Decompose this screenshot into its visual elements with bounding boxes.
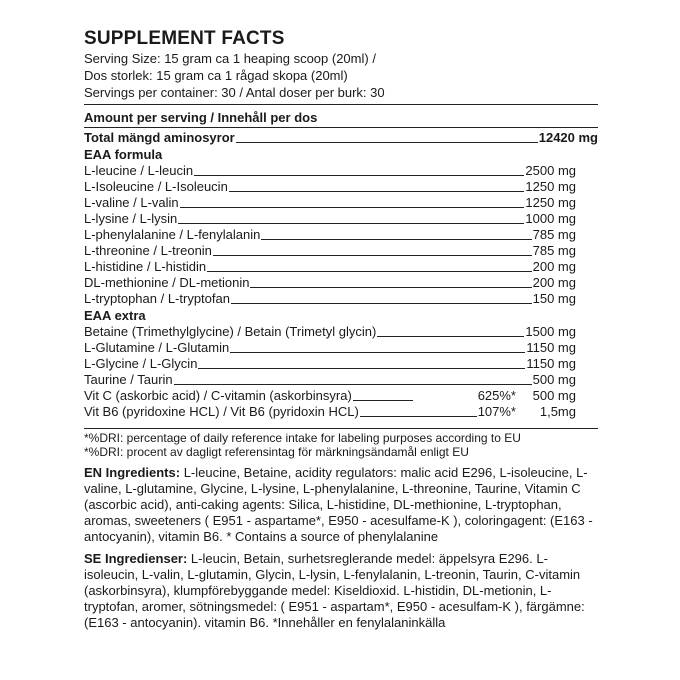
ingredient-value: 1150 mg — [526, 340, 576, 356]
ingredient-label: Vit B6 (pyridoxine HCL) / Vit B6 (pyridoxin HCL) — [84, 404, 359, 420]
list-item — [84, 259, 576, 275]
servings-per-container-line: Servings per container: 30 / Antal doser per burk: 30 — [84, 85, 385, 100]
ingredient-value: 1250 mg — [525, 195, 576, 211]
supplement-facts-label — [84, 28, 598, 631]
ingredient-value: 2500 mg — [525, 163, 576, 179]
list-item — [84, 211, 576, 227]
divider — [84, 127, 598, 128]
ingredient-label: L-Glycine / L-Glycin — [84, 356, 198, 372]
divider — [84, 104, 598, 105]
dotted-leader — [236, 142, 538, 143]
total-value: 12420 mg — [538, 130, 598, 146]
ingredient-value: 785 mg — [532, 227, 576, 243]
eaa-extra-heading: EAA extra — [84, 308, 146, 324]
total-amino-acids-row — [84, 130, 598, 146]
ingredients-se-text: L-leucin, Betain, surhetsreglerande medel: äppelsyra E296. L-isoleucin, L-valin, L-glutamin, Glycin, L-lysin, L-fenylalanin, L-treonin, Taurin, C-vitamin (askorbinsyra), klumpförebyggande medel: Kiseldioxid. L-histidin, DL-metionin, L-tryptofan, aromer, sötningsmedel: ( E951 - aspartam*, E950 - acesulfam-K ), färgämne: (E163 - antocyanin). vitamin B6. *Innehåller en fenylalaninkälla — [84, 551, 585, 631]
eaa-formula-heading: EAA formula — [84, 147, 163, 163]
dotted-leader — [250, 287, 531, 288]
dotted-leader — [230, 352, 525, 353]
ingredients-en-text: L-leucine, Betaine, acidity regulators: malic acid E296, L-isoleucine, L-valine, L-glutamine, Glycine, L-lysine, L-phenylalanine, L-threonine, Taurine, Vitamin C (ascorbic acid), anti-caking agents: Silica, L-histidine, DL-methionine, L-tryptophan, aromas, sweeteners ( E951 - aspartame*, E950 - acesulfame-K ), coloringagent: (E163 - antocyanin), vitamin B6. * Contains a source of phenylalanine — [84, 465, 593, 545]
ingredient-value: 150 mg — [532, 291, 576, 307]
ingredient-label: Taurine / Taurin — [84, 372, 173, 388]
list-item — [84, 227, 576, 243]
ingredient-value: 1150 mg — [526, 356, 576, 372]
dotted-leader — [194, 175, 524, 176]
dotted-leader — [180, 207, 525, 208]
ingredient-value: 785 mg — [532, 243, 576, 259]
ingredient-label: L-leucine / L-leucin — [84, 163, 194, 179]
ingredient-value: 500 mg — [532, 388, 576, 404]
ingredient-value: 1000 mg — [525, 211, 576, 227]
dri-percent: 625%* — [477, 388, 516, 404]
amount-per-serving-header: Amount per serving / Innehåll per dos — [84, 110, 318, 126]
list-item — [84, 404, 576, 420]
list-item — [84, 340, 576, 356]
list-item — [84, 356, 576, 372]
list-item — [84, 388, 576, 404]
dotted-leader — [377, 336, 524, 337]
list-item — [84, 243, 576, 259]
list-item — [84, 324, 576, 340]
dotted-leader — [360, 416, 477, 417]
ingredient-label: L-tryptophan / L-tryptofan — [84, 291, 230, 307]
serving-size-line: Serving Size: 15 gram ca 1 heaping scoop (20ml) / — [84, 51, 376, 66]
ingredient-value: 200 mg — [532, 275, 576, 291]
ingredient-value: 200 mg — [532, 259, 576, 275]
eaa-extra-list — [84, 324, 576, 420]
ingredient-label: DL-methionine / DL-metionin — [84, 275, 250, 291]
dotted-leader — [231, 303, 532, 304]
dotted-leader — [207, 271, 532, 272]
ingredient-label: Vit C (askorbic acid) / C-vitamin (askorbinsyra) — [84, 388, 352, 404]
list-item — [84, 195, 576, 211]
ingredient-value: 1250 mg — [525, 179, 576, 195]
dri-footnote-se: *%DRI: procent av dagligt referensintag för märkningsändamål enligt EU — [84, 445, 469, 460]
eaa-formula-list — [84, 163, 576, 307]
ingredient-label: L-threonine / L-treonin — [84, 243, 212, 259]
list-item — [84, 179, 576, 195]
ingredient-value: 1500 mg — [525, 324, 576, 340]
ingredients-en-heading: EN Ingredients: — [84, 465, 181, 481]
ingredient-label: L-Glutamine / L-Glutamin — [84, 340, 230, 356]
list-item — [84, 291, 576, 307]
list-item — [84, 163, 576, 179]
dotted-leader — [353, 400, 413, 401]
ingredient-label: L-valine / L-valin — [84, 195, 179, 211]
ingredient-label: L-lysine / L-lysin — [84, 211, 178, 227]
dotted-leader — [174, 384, 532, 385]
page-title: SUPPLEMENT FACTS — [84, 28, 285, 49]
dotted-leader — [229, 191, 525, 192]
dri-footnote-en: *%DRI: percentage of daily reference intake for labeling purposes according to EU — [84, 431, 521, 446]
list-item — [84, 372, 576, 388]
dri-percent: 107%* — [477, 404, 516, 420]
ingredient-value: 500 mg — [532, 372, 576, 388]
ingredient-label: L-phenylalanine / L-fenylalanin — [84, 227, 261, 243]
ingredient-label: Betaine (Trimethylglycine) / Betain (Trimetyl glycin) — [84, 324, 377, 340]
dotted-leader — [213, 255, 532, 256]
ingredient-value: 1,5mg — [539, 404, 576, 420]
ingredients-se-heading: SE Ingredienser: — [84, 551, 188, 567]
divider — [84, 428, 598, 429]
ingredient-label: L-Isoleucine / L-Isoleucin — [84, 179, 228, 195]
dotted-leader — [178, 223, 524, 224]
total-label: Total mängd aminosyror — [84, 130, 235, 146]
ingredients-en — [84, 465, 598, 545]
dotted-leader — [198, 368, 525, 369]
ingredients-se — [84, 551, 598, 631]
serving-size-swedish-line: Dos storlek: 15 gram ca 1 rågad skopa (20ml) — [84, 68, 348, 83]
list-item — [84, 275, 576, 291]
dotted-leader — [261, 239, 531, 240]
ingredient-label: L-histidine / L-histidin — [84, 259, 207, 275]
